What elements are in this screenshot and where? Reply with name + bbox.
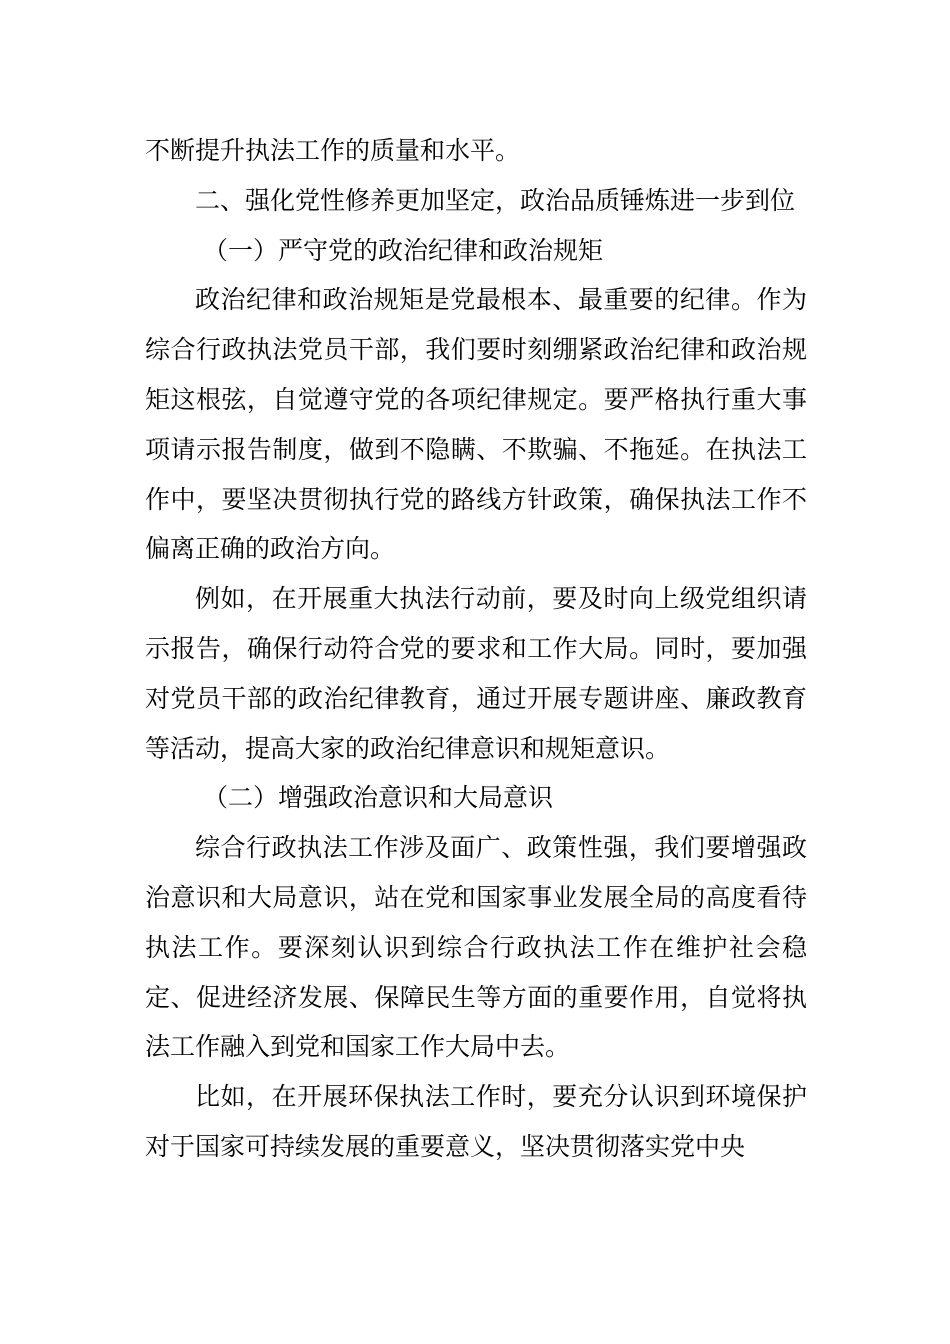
body-paragraph: 综合行政执法工作涉及面广、政策性强，我们要增强政治意识和大局意识，站在党和国家事业发展全局的高度看待执法工作。要深刻认识到综合行政执法工作在维护社会稳定、促进经济发展、保障民生等方面的重要作用，自觉将执法工作融入到党和国家工作大局中去。 — [145, 833, 807, 1062]
document-body — [145, 126, 807, 1172]
section-heading: 二、强化党性修养更加坚定，政治品质锤炼进一步到位 — [195, 185, 796, 215]
body-paragraph: 例如，在开展重大执法行动前，要及时向上级党组织请示报告，确保行动符合党的要求和工作大局。同时，要加强对党员干部的政治纪律教育，通过开展专题讲座、廉政教育等活动，提高大家的政治纪律意识和规矩意识。 — [145, 584, 807, 763]
body-paragraph: 比如，在开展环保执法工作时，要充分认识到环境保护对于国家可持续发展的重要意义，坚决贯彻落实党中央 — [145, 1082, 807, 1161]
paragraph-continuation: 不断提升执法工作的质量和水平。 — [145, 136, 521, 165]
body-paragraph: 政治纪律和政治规矩是党最根本、最重要的纪律。作为综合行政执法党员干部，我们要时刻绷紧政治纪律和政治规矩这根弦，自觉遵守党的各项纪律规定。要严格执行重大事项请示报告制度，做到不隐瞒、不欺骗、不拖延。在执法工作中，要坚决贯彻执行党的路线方针政策，确保执法工作不偏离正确的政治方向。 — [145, 285, 807, 564]
subsection-heading: （一）严守党的政治纪律和政治规矩 — [203, 235, 604, 265]
subsection-heading: （二）增强政治意识和大局意识 — [203, 783, 554, 813]
